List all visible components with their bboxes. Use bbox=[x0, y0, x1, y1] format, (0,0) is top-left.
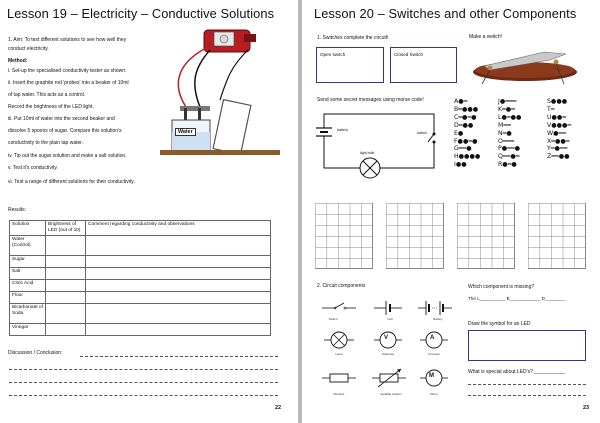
aim-text: 1. Aim: To test different solutions to see how well they bbox=[8, 37, 127, 43]
morse-column-2 bbox=[498, 98, 521, 169]
morse-entry: Y━●━━ bbox=[547, 145, 568, 153]
table-row bbox=[10, 292, 271, 304]
resistor-caption: Resistor bbox=[333, 392, 345, 396]
table-cell[interactable] bbox=[86, 268, 271, 280]
results-table bbox=[9, 220, 271, 336]
missing-component-answer[interactable]: The L__________ E____________ D________ bbox=[468, 296, 566, 301]
morse-entry: J●━━━ bbox=[498, 98, 517, 105]
morse-entry: B━●●● bbox=[454, 105, 479, 113]
message-grid[interactable] bbox=[528, 203, 586, 269]
method-step: iii. Put 10ml of water into the second beaker and bbox=[8, 116, 115, 122]
table-cell[interactable] bbox=[46, 280, 86, 292]
morse-entry: K━●━ bbox=[498, 105, 515, 113]
method-step: i. Set-up the specialised conductivity tester as shown: bbox=[8, 68, 127, 74]
method-step: iv. Tip out the sugar solution and make a salt solution. bbox=[8, 153, 127, 159]
table-cell[interactable] bbox=[46, 292, 86, 304]
component-symbols bbox=[316, 294, 466, 404]
lesson-19-title: Lesson 19 – Electricity – Conductive Solutions bbox=[7, 6, 275, 21]
morse-entry: D━●● bbox=[454, 121, 474, 129]
morse-column-3 bbox=[547, 98, 571, 161]
answer-line[interactable] bbox=[80, 356, 278, 357]
closed-switch-box[interactable] bbox=[390, 47, 457, 83]
method-label: Method: bbox=[8, 58, 28, 64]
method-step: conductivity to the plain tap water. bbox=[8, 140, 84, 146]
cell-symbol bbox=[374, 301, 402, 315]
table-cell[interactable] bbox=[46, 256, 86, 268]
table-cell: Water (Control) bbox=[10, 236, 46, 256]
answer-line[interactable] bbox=[9, 382, 278, 383]
voltmeter-caption: Voltmeter bbox=[381, 352, 395, 356]
ammeter-letter: A bbox=[430, 335, 435, 341]
aim-text-2: conduct electricity. bbox=[8, 46, 49, 52]
table-cell[interactable] bbox=[86, 292, 271, 304]
homemade-switch-photo bbox=[470, 44, 580, 86]
answer-line[interactable] bbox=[9, 369, 278, 370]
table-cell[interactable] bbox=[86, 304, 271, 324]
lamp-caption: Lamp bbox=[335, 352, 343, 356]
morse-entry: M━━ bbox=[498, 121, 511, 129]
open-switch-label: Open switch bbox=[320, 52, 346, 57]
morse-entry: W●━━ bbox=[547, 129, 566, 137]
table-cell: Flour bbox=[10, 292, 46, 304]
table-cell[interactable] bbox=[86, 256, 271, 268]
lamp-symbol bbox=[324, 332, 354, 348]
motor-symbol bbox=[420, 370, 448, 386]
morse-entry: V●●●━ bbox=[547, 121, 572, 129]
morse-entry: G━━● bbox=[454, 145, 472, 153]
circuit-diagram bbox=[314, 106, 446, 186]
morse-entry: A●━ bbox=[454, 98, 468, 105]
results-label: Results: bbox=[8, 207, 27, 213]
table-row bbox=[10, 324, 271, 336]
resistor-symbol bbox=[322, 374, 356, 382]
method-step: vi. Test a range of different solutions for their conductivity. bbox=[8, 179, 135, 185]
message-grid[interactable] bbox=[315, 203, 373, 269]
table-row bbox=[10, 256, 271, 268]
table-cell[interactable] bbox=[86, 324, 271, 336]
table-header: Solution bbox=[10, 221, 46, 236]
answer-line[interactable] bbox=[9, 395, 278, 396]
table-cell: Vinegar bbox=[10, 324, 46, 336]
table-row bbox=[10, 280, 271, 292]
closed-switch-label: Closed Switch bbox=[394, 52, 424, 57]
morse-entry: I●● bbox=[454, 161, 467, 169]
morse-entry: C━●━● bbox=[454, 113, 477, 121]
left-page bbox=[0, 0, 298, 423]
table-header-row bbox=[10, 221, 271, 236]
table-header: Brightness of LED (out of 10) bbox=[46, 221, 86, 236]
battery-symbol bbox=[418, 301, 452, 315]
answer-line[interactable] bbox=[468, 384, 586, 385]
morse-entry: T━ bbox=[547, 105, 555, 113]
table-cell[interactable] bbox=[46, 236, 86, 256]
draw-led-label: Draw the symbol for an LED bbox=[468, 321, 531, 327]
cell-caption: Cell bbox=[387, 317, 393, 321]
ammeter-caption: Ammeter bbox=[427, 352, 441, 356]
open-switch-box[interactable] bbox=[316, 47, 384, 83]
table-row bbox=[10, 268, 271, 280]
table-cell[interactable] bbox=[46, 268, 86, 280]
morse-entry: Z━━●● bbox=[547, 153, 570, 161]
motor-caption: Motor bbox=[430, 392, 438, 396]
morse-entry: U●●━ bbox=[547, 113, 567, 121]
morse-entry: L●━●● bbox=[498, 113, 522, 121]
morse-entry: S●●● bbox=[547, 98, 568, 105]
method-step: dissolve 5 spoons of sugar. Compare this solution's bbox=[8, 128, 122, 134]
answer-line[interactable] bbox=[468, 395, 586, 396]
led-special-question[interactable]: What is special about LED's? ___________ bbox=[468, 369, 565, 375]
morse-entry: P●━━● bbox=[498, 145, 520, 153]
conductivity-tester-illustration bbox=[160, 22, 280, 157]
variable-resistor-caption: Variable resistor bbox=[380, 392, 402, 396]
morse-entry: R●━● bbox=[498, 161, 517, 169]
table-cell: Bicarbonate of Soda bbox=[10, 304, 46, 324]
page-number: 22 bbox=[275, 405, 282, 411]
morse-entry: X━●●━ bbox=[547, 137, 570, 145]
method-step: Record the brightness of the LED light. bbox=[8, 104, 94, 110]
voltmeter-letter: V bbox=[384, 335, 389, 341]
battery-caption: Battery bbox=[433, 317, 443, 321]
morse-entry: E● bbox=[454, 129, 464, 137]
discussion-label: Discussion / Conclusion: bbox=[8, 350, 63, 356]
method-step: of tap water. This acts as a control. bbox=[8, 92, 86, 98]
table-cell: Sugar bbox=[10, 256, 46, 268]
motor-letter: M bbox=[429, 373, 434, 379]
morse-label: Send some secret messages using morse code! bbox=[317, 97, 424, 103]
battery-label: battery bbox=[337, 128, 348, 132]
switch-caption: Switch bbox=[328, 317, 338, 321]
table-row bbox=[10, 236, 271, 256]
led-drawing-box[interactable] bbox=[468, 330, 586, 361]
lesson-20-title: Lesson 20 – Switches and other Components bbox=[314, 6, 577, 21]
morse-column-1 bbox=[454, 98, 480, 169]
table-cell[interactable] bbox=[86, 236, 271, 256]
page-number: 23 bbox=[583, 405, 590, 411]
table-cell: Citric Acid bbox=[10, 280, 46, 292]
morse-entry: O━━━ bbox=[498, 137, 515, 145]
table-cell[interactable] bbox=[46, 324, 86, 336]
message-grid[interactable] bbox=[457, 203, 515, 269]
table-cell[interactable] bbox=[86, 280, 271, 292]
morse-entry: Q━━●━ bbox=[498, 153, 520, 161]
variable-resistor-symbol bbox=[372, 369, 406, 387]
message-grid[interactable] bbox=[386, 203, 444, 269]
morse-entry: F●●━● bbox=[454, 137, 478, 145]
right-page bbox=[302, 0, 600, 423]
components-label: 2. Circuit components bbox=[317, 283, 366, 289]
switch-symbol bbox=[322, 303, 356, 309]
switches-label: 1. Switches complete the circuit! bbox=[317, 35, 389, 41]
switch-label: switch bbox=[417, 131, 427, 135]
morse-entry: N━● bbox=[498, 129, 512, 137]
missing-component-question: Which component is missing? bbox=[468, 284, 535, 290]
bulb-label: light bulb bbox=[360, 151, 375, 155]
table-header: Comment regarding conductivity and observations bbox=[86, 221, 271, 236]
water-label: Water bbox=[175, 128, 196, 136]
table-cell[interactable] bbox=[46, 304, 86, 324]
table-row bbox=[10, 304, 271, 324]
method-step: v. Test it's conductivity. bbox=[8, 165, 58, 171]
make-switch-label: Make a switch! bbox=[469, 34, 503, 40]
morse-entry: H●●●● bbox=[454, 153, 481, 161]
table-cell: Salt bbox=[10, 268, 46, 280]
method-step: ii. Insert the graphite rod 'probes' into a beaker of 10ml bbox=[8, 80, 129, 86]
